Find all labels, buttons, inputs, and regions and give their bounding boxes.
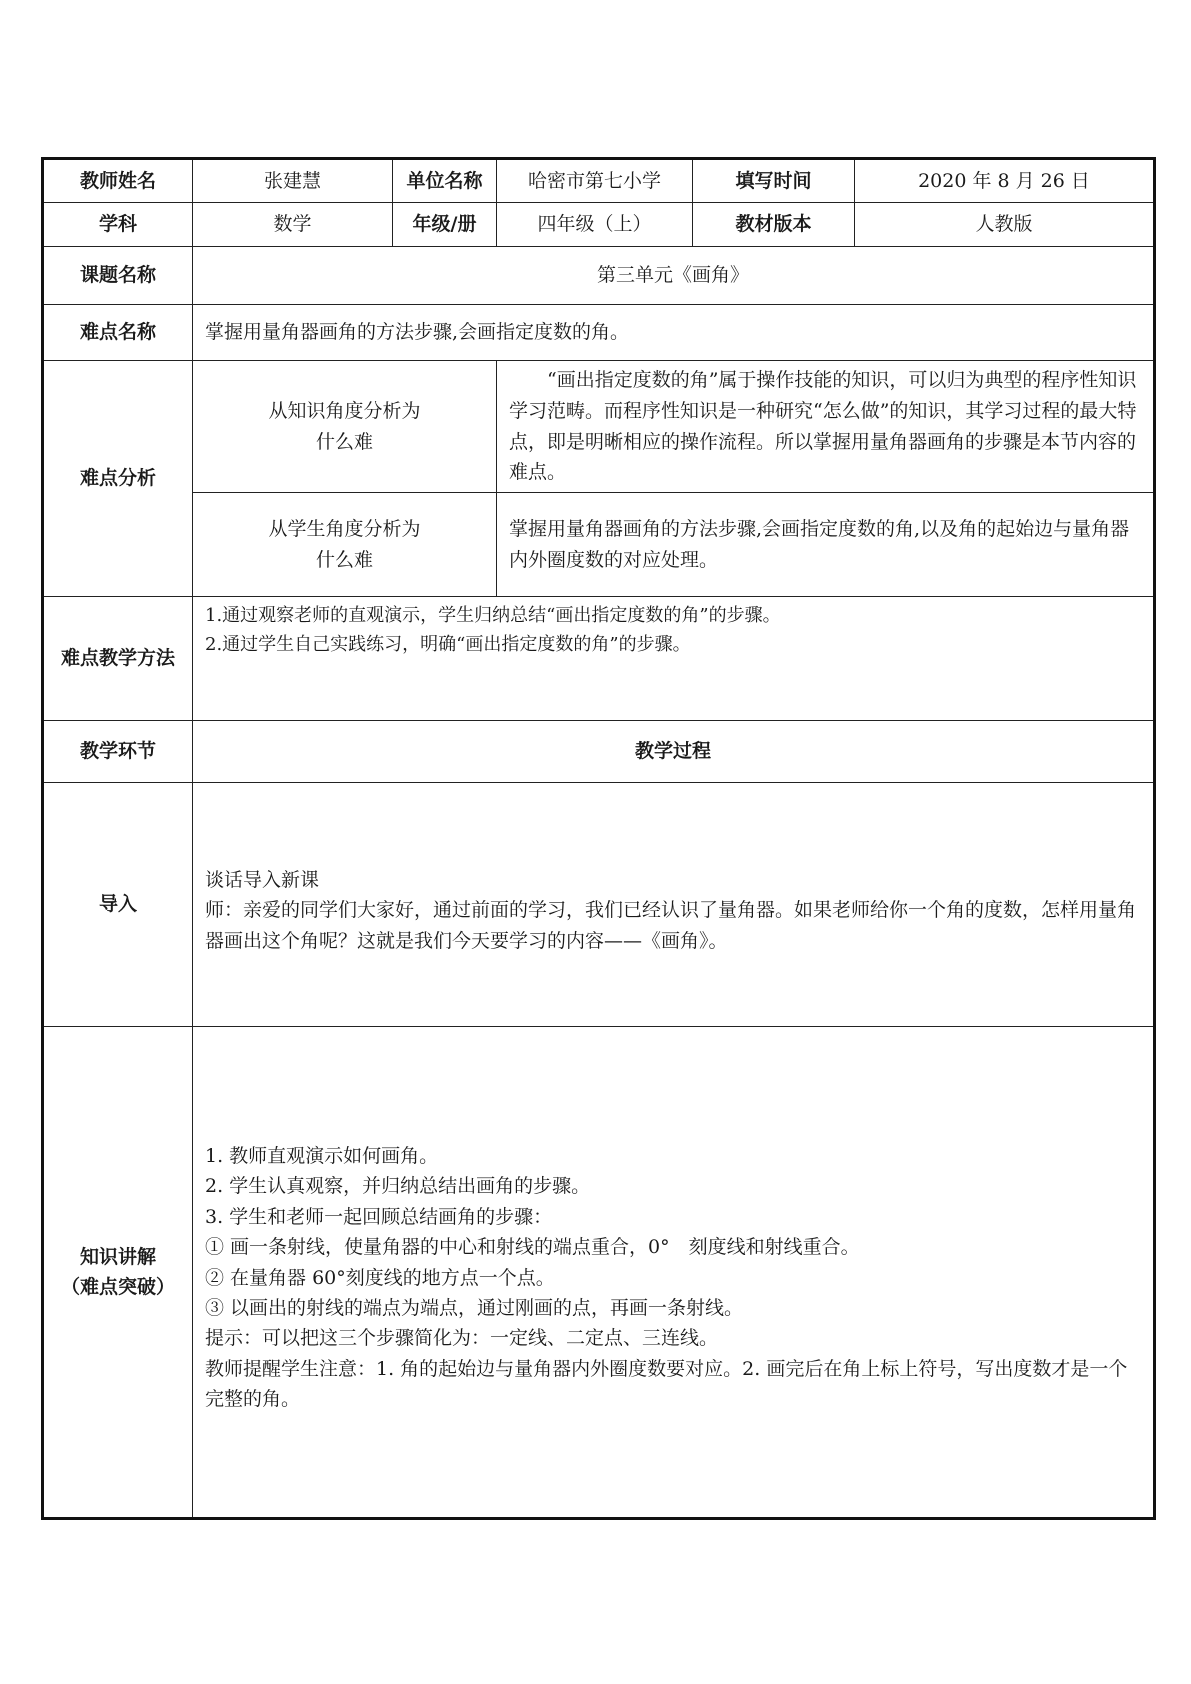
lesson-plan-table [41,157,1156,1520]
explain-label [43,1027,193,1519]
unit-name-value: 哈密市第七小学 [497,159,693,203]
grade-label: 年级/册 [393,203,497,247]
intro-content [193,783,1155,1027]
student-analysis-label-line2: 什么难 [315,548,373,571]
knowledge-analysis-label [193,361,497,493]
explain-step-3: ③ 以画出的射线的端点为端点，通过刚画的点，再画一条射线。 [205,1297,744,1320]
knowledge-analysis-label-line2: 什么难 [315,430,373,453]
knowledge-analysis-text: “画出指定度数的角”属于操作技能的知识，可以归为典型的程序性知识学习范畴。而程序性知识是一种研究“怎么做”的知识，其学习过程的最大特点，即是明晰相应的操作流程。所以掌握用量角器画角的步骤是本节内容的难点。 [497,361,1155,493]
explain-line-1: 1. 教师直观演示如何画角。 [205,1145,439,1168]
student-analysis-text: 掌握用量角器画角的方法步骤,会画指定度数的角,以及角的起始边与量角器内外圈度数的对应处理。 [497,493,1155,597]
method-label: 难点教学方法 [43,597,193,721]
explain-tip: 提示：可以把这三个步骤简化为：一定线、二定点、三连线。 [205,1327,719,1350]
explain-line-2: 2. 学生认真观察，并归纳总结出画角的步骤。 [205,1175,591,1198]
intro-label: 导入 [43,783,193,1027]
explain-label-line2: （难点突破） [60,1276,175,1299]
student-analysis-label [193,493,497,597]
teacher-name-label: 教师姓名 [43,159,193,203]
process-header: 教学过程 [193,721,1155,783]
topic-label: 课题名称 [43,247,193,305]
fill-date-label: 填写时间 [693,159,855,203]
knowledge-analysis-label-line1: 从知识角度分析为 [268,400,421,423]
teacher-name-value: 张建慧 [193,159,393,203]
grade-value: 四年级（上） [497,203,693,247]
stage-header: 教学环节 [43,721,193,783]
explain-step-2: ② 在量角器 60°刻度线的地方点一个点。 [205,1266,555,1289]
student-analysis-label-line1: 从学生角度分析为 [268,518,421,541]
analysis-label: 难点分析 [43,361,193,597]
subject-label: 学科 [43,203,193,247]
subject-value: 数学 [193,203,393,247]
intro-line-1: 谈话导入新课 [205,869,320,892]
unit-name-label: 单位名称 [393,159,497,203]
difficulty-label: 难点名称 [43,305,193,361]
method-line-2: 2.通过学生自己实践练习，明确“画出指定度数的角”的步骤。 [205,634,691,656]
fill-date-value: 2020 年 8 月 26 日 [855,159,1155,203]
explain-line-3: 3. 学生和老师一起回顾总结画角的步骤： [205,1205,553,1228]
method-line-1: 1.通过观察老师的直观演示，学生归纳总结“画出指定度数的角”的步骤。 [205,605,781,627]
difficulty-value: 掌握用量角器画角的方法步骤,会画指定度数的角。 [193,305,1155,361]
explain-step-1: ① 画一条射线，使量角器的中心和射线的端点重合，0° 刻度线和射线重合。 [205,1236,860,1259]
intro-line-2: 师：亲爱的同学们大家好，通过前面的学习，我们已经认识了量角器。如果老师给你一个角的度数，怎样用量角器画出这个角呢？这就是我们今天要学习的内容——《画角》。 [205,899,1137,952]
explain-reminder: 教师提醒学生注意：1. 角的起始边与量角器内外圈度数要对应。2. 画完后在角上标上符号，写出度数才是一个完整的角。 [205,1357,1128,1411]
edition-value: 人教版 [855,203,1155,247]
edition-label: 教材版本 [693,203,855,247]
explain-content [193,1027,1155,1519]
topic-value: 第三单元《画角》 [193,247,1155,305]
explain-label-line1: 知识讲解 [79,1245,156,1268]
method-content [193,597,1155,721]
